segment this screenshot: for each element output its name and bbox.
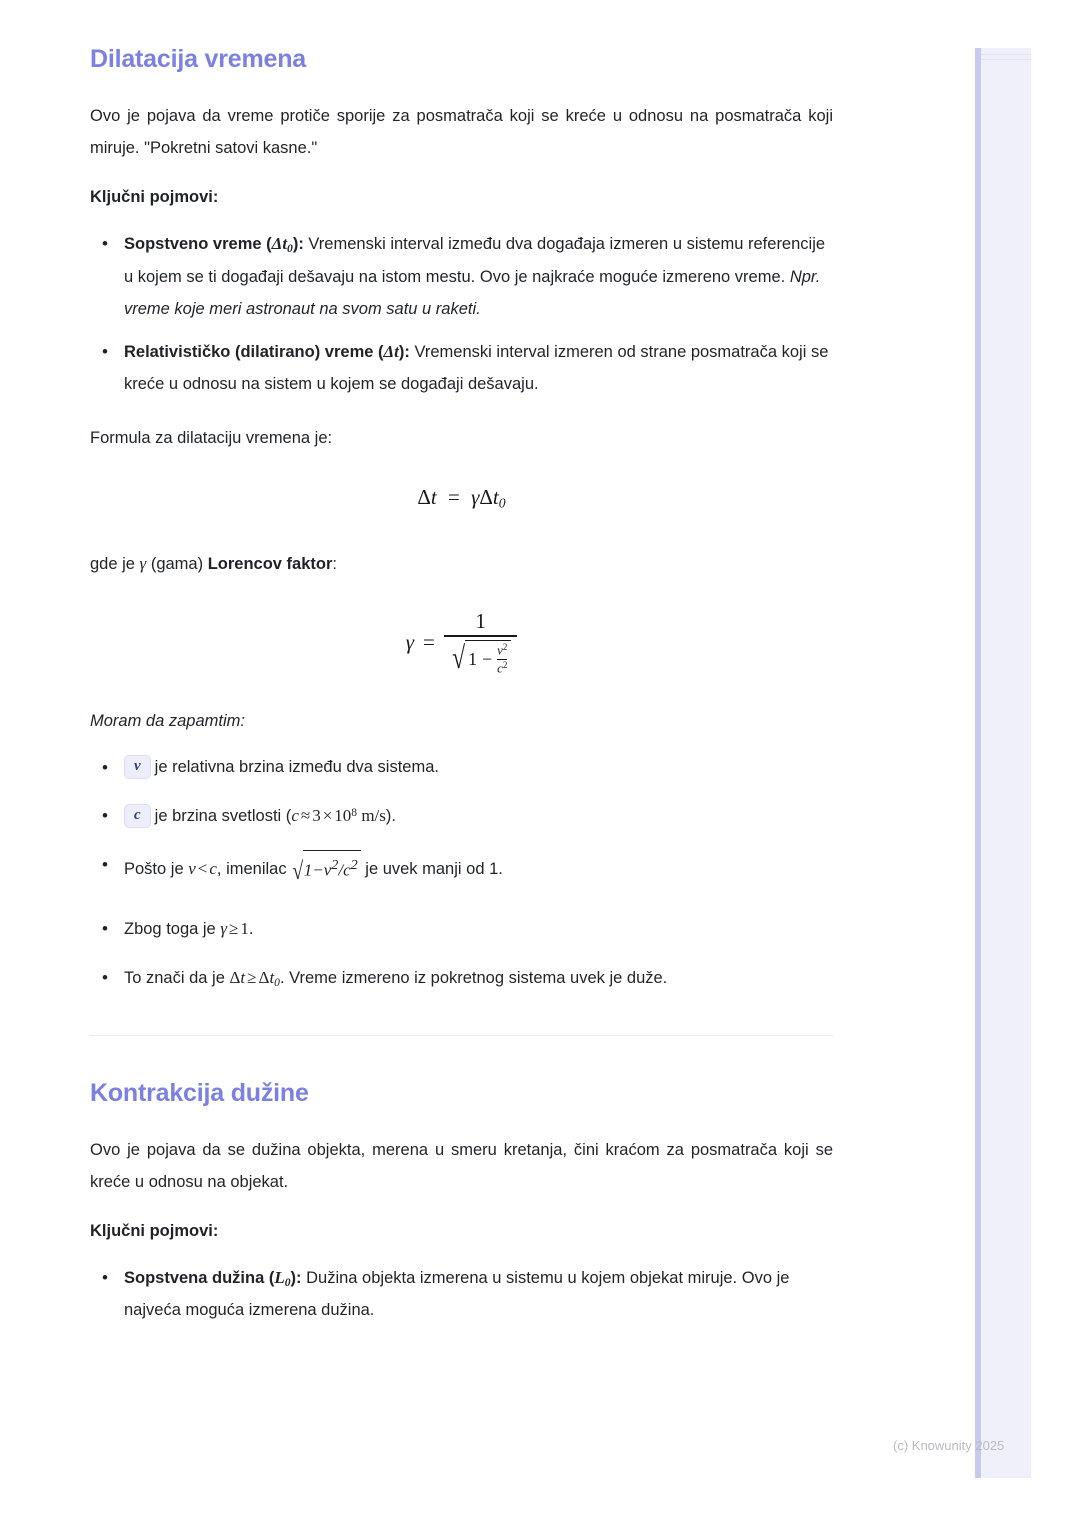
lorentz-equals-sign: = (422, 630, 435, 655)
panel-divider-line-top (981, 54, 1031, 55)
lorentz-numerator: 1 (475, 609, 486, 634)
v2-over-c2-fraction (497, 643, 507, 676)
page-title-dilatacija: Dilatacija vremena (90, 45, 306, 73)
copyright-watermark: (c) Knowunity 2025 (893, 1438, 1005, 1453)
term-close-paren-1: ): (398, 343, 410, 362)
term-definition-relativisticko-vreme: Vremenski interval izmeren od strane posmatrača koji se kreće u odnosu na sistem u kojem se događaji dešavaju. (124, 343, 829, 394)
gamma-lead-mid: (gama) (146, 555, 208, 574)
term-example-sopstveno-vreme: Npr. vreme koje meri astronaut na svom satu u raketi. (124, 267, 821, 318)
v-less-than-c-expression: v < c (188, 859, 217, 878)
remember-list (90, 751, 833, 995)
remember-text-c-suffix: ). (385, 806, 396, 825)
denominator-text-suffix: je uvek manji od 1. (360, 860, 503, 878)
remember-text-c-prefix: je brzina svetlosti ( (154, 806, 292, 825)
inline-sqrt-expression (291, 848, 361, 896)
lorentz-radicand (465, 640, 511, 676)
section-dilatacija-vremena (90, 44, 833, 995)
delta-ge-suffix: . Vreme izmereno iz pokretnog sistema uvek je duže. (279, 969, 668, 988)
remember-label: Moram da zapamtim: (90, 711, 245, 730)
key-terms-label-dilatacija: Ključni pojmovi: (90, 188, 219, 207)
term-close-paren-2: ): (290, 1268, 302, 1287)
gamma-ge-one-expression: γ ≥ 1 (220, 919, 249, 939)
remember-text-v: je relativna brzina između dva sistema. (154, 757, 439, 776)
section-kontrakcija-duzine (90, 1078, 833, 1327)
list-item-sopstvena-duzina (124, 1261, 833, 1327)
term-label-sopstvena-duzina: Sopstvena dužina ( (124, 1268, 275, 1287)
delta-ge-prefix: To znači da je (124, 969, 230, 988)
gamma-lead-post: : (332, 555, 337, 574)
v-squared-numerator: $v^2$ (497, 641, 508, 658)
section-divider (90, 1035, 833, 1036)
list-item-remember-gamma-ge-one (124, 912, 833, 945)
radicand-one: 1 (468, 648, 478, 669)
term-label-sopstveno-vreme: Sopstveno vreme ( (124, 235, 272, 254)
document-content (90, 44, 833, 1349)
denominator-text-prefix: Pošto je (124, 860, 189, 878)
equation-lorentz-factor (90, 610, 833, 675)
inline-sqrt-icon: √ (292, 857, 304, 885)
c-squared-denominator: $c^2$ (497, 659, 508, 676)
term-symbol-delta-t-zero: $\Delta t_0$ (271, 234, 293, 256)
list-item-relativisticko-vreme (124, 335, 833, 400)
gamma-lead-pre: gde je (90, 555, 140, 574)
denominator-text-mid: , imenilac (216, 860, 292, 878)
lorentz-fraction (444, 610, 518, 675)
term-definition-sopstveno-vreme: Vremenski interval između dva događaja izmeren u sistemu referencije u kojem se ti događaji dešavaju na istom mestu. Ovo je najkraće moguće izmereno vreme. (124, 235, 826, 286)
term-close-paren-0: ): (292, 235, 304, 254)
lorentz-factor-label: Lorencov faktor (207, 555, 333, 574)
gamma-symbol-inline: γ (139, 554, 147, 574)
term-definition-sopstvena-duzina: Dužina objekta izmerena u sistemu u kojem objekat miruje. Ovo je najveća moguća izmerena dužina. (124, 1268, 790, 1320)
lorentz-gamma-symbol: γ (405, 630, 414, 655)
panel-divider-line-second (981, 59, 1031, 60)
gamma-lead-paragraph (90, 547, 833, 580)
sqrt-icon: √ (451, 640, 465, 676)
list-item-remember-denominator (124, 848, 833, 896)
lorentz-denominator (444, 637, 518, 676)
key-terms-label-kontrakcija: Ključni pojmovi: (90, 1221, 219, 1240)
formula-lead-text: Formula za dilataciju vremena je: (90, 429, 333, 448)
term-symbol-l-zero: $L_0$ (274, 1267, 291, 1289)
speed-of-light-expression: $c \approx 3 \times 10^8$ m/s (291, 805, 386, 825)
radicand-minus-sign: − (482, 648, 493, 669)
equation-lorentz-expression (406, 610, 518, 675)
equation-time-dilation (90, 485, 833, 511)
delta-t-ge-delta-t0-expression: $\Delta t \ge \Delta t_0$ (229, 968, 280, 990)
code-badge-c: c (124, 804, 151, 828)
list-item-sopstveno-vreme (124, 227, 833, 325)
term-symbol-delta-t: Δt (383, 342, 399, 362)
code-badge-v: v (124, 755, 151, 779)
page-title-kontrakcija: Kontrakcija dužine (90, 1078, 309, 1107)
list-item-remember-v (124, 751, 833, 783)
gamma-ge-prefix: Zbog toga je (124, 920, 221, 939)
equation-time-dilation-expression: Δt = γΔt$_0$ (417, 484, 506, 511)
term-label-relativisticko-vreme: Relativističko (dilatirano) vreme ( (124, 343, 384, 362)
key-terms-list-kontrakcija (90, 1261, 833, 1327)
right-side-panel (975, 48, 1031, 1478)
list-item-remember-delta-t-ge (124, 961, 833, 994)
intro-paragraph-kontrakcija: Ovo je pojava da se dužina objekta, merena u smeru kretanja, čini kraćom za posmatrača koji se kreće u odnosu na objekat. (90, 1140, 833, 1191)
gamma-ge-suffix: . (248, 920, 254, 939)
key-terms-list-dilatacija (90, 227, 833, 400)
list-item-remember-c (124, 799, 833, 832)
intro-paragraph-dilatacija: Ovo je pojava da vreme protiče sporije za posmatrača koji se kreće u odnosu na posmatrača koji miruje. "Pokretni satovi kasne." (90, 107, 833, 158)
inline-radicand: $1-v^2/c^2$ (303, 850, 361, 887)
